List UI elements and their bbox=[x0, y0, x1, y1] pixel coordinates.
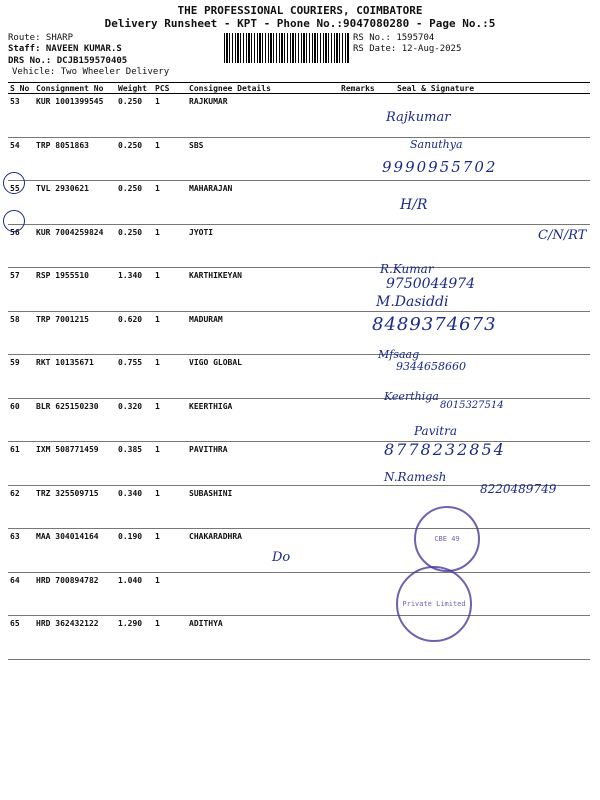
cell-weight: 0.250 bbox=[116, 94, 153, 138]
col-seal-signature: Seal & Signature bbox=[395, 83, 590, 94]
cell-consignment: RSP 1955510 bbox=[34, 268, 116, 312]
handwritten-signature: Sanuthya bbox=[410, 138, 463, 151]
handwritten-signature: Keerthiga bbox=[384, 390, 439, 403]
cell-consignment: TRP 8051863 bbox=[34, 137, 116, 181]
table-row bbox=[8, 529, 590, 573]
company-seal-stamp: Private Limited bbox=[396, 566, 472, 642]
cell-consignment: TRP 7001215 bbox=[34, 311, 116, 355]
cell-consignment: HRD 700894782 bbox=[34, 572, 116, 616]
col-pcs: PCS bbox=[153, 83, 187, 94]
table-row bbox=[8, 94, 590, 138]
cell-remarks bbox=[339, 572, 395, 616]
col-consignee: Consignee Details bbox=[187, 83, 339, 94]
cell-pcs: 1 bbox=[153, 311, 187, 355]
cell-pcs: 1 bbox=[153, 137, 187, 181]
table-row bbox=[8, 224, 590, 268]
cell-weight: 0.190 bbox=[116, 529, 153, 573]
table-row bbox=[8, 311, 590, 355]
cell-consignment: TRZ 325509715 bbox=[34, 485, 116, 529]
col-weight: Weight bbox=[116, 83, 153, 94]
cell-pcs: 1 bbox=[153, 224, 187, 268]
cell-pcs: 1 bbox=[153, 268, 187, 312]
cell-sno: 62 bbox=[8, 485, 34, 529]
handwritten-phone: 9990955702 bbox=[382, 158, 498, 176]
cell-consignee: MAHARAJAN bbox=[187, 181, 339, 225]
cell-remarks bbox=[339, 398, 395, 442]
cell-consignee: RAJKUMAR bbox=[187, 94, 339, 138]
cell-sno: 59 bbox=[8, 355, 34, 399]
cell-pcs: 1 bbox=[153, 485, 187, 529]
cell-consignee bbox=[187, 572, 339, 616]
cell-weight: 0.250 bbox=[116, 137, 153, 181]
handwritten-signature: Pavitra bbox=[414, 424, 458, 438]
cell-consignment: RKT 10135671 bbox=[34, 355, 116, 399]
handwritten-phone: 8015327514 bbox=[440, 400, 504, 411]
col-consignment: Consignment No bbox=[34, 83, 116, 94]
cell-remarks bbox=[339, 485, 395, 529]
cell-pcs: 1 bbox=[153, 94, 187, 138]
table-row bbox=[8, 572, 590, 616]
handwritten-signature: Mfsaag bbox=[378, 348, 420, 361]
cell-sno: 65 bbox=[8, 616, 34, 660]
cell-consignee: PAVITHRA bbox=[187, 442, 339, 486]
cell-sno: 55 bbox=[8, 181, 34, 225]
cell-weight: 0.620 bbox=[116, 311, 153, 355]
handwritten-signature: N.Ramesh bbox=[384, 470, 447, 484]
cell-consignee: JYOTI bbox=[187, 224, 339, 268]
barcode bbox=[224, 33, 350, 63]
cell-consignee: CHAKARADHRA bbox=[187, 529, 339, 573]
cell-consignee: MADURAM bbox=[187, 311, 339, 355]
cell-sno: 56 bbox=[8, 224, 34, 268]
handwritten-remark: C/N/RT bbox=[538, 228, 587, 243]
cell-weight: 1.040 bbox=[116, 572, 153, 616]
cell-weight: 1.340 bbox=[116, 268, 153, 312]
cell-consignment: HRD 362432122 bbox=[34, 616, 116, 660]
runsheet-subtitle: Delivery Runsheet - KPT - Phone No.:9047080280 - Page No.:5 bbox=[104, 17, 496, 30]
cell-sno: 54 bbox=[8, 137, 34, 181]
table-row bbox=[8, 268, 590, 312]
drs-label: DRS No.: DCJB159570405 bbox=[8, 56, 128, 66]
rs-date: RS Date: 12-Aug-2025 bbox=[353, 44, 462, 54]
cell-consignee: VIGO GLOBAL bbox=[187, 355, 339, 399]
cell-pcs: 1 bbox=[153, 355, 187, 399]
cell-consignment: KUR 7004259824 bbox=[34, 224, 116, 268]
cell-remarks bbox=[339, 529, 395, 573]
cell-sno: 61 bbox=[8, 442, 34, 486]
col-remarks: Remarks bbox=[339, 83, 395, 94]
cell-pcs: 1 bbox=[153, 616, 187, 660]
handwritten-phone: 8489374673 bbox=[372, 314, 497, 335]
table-row bbox=[8, 181, 590, 225]
cell-pcs: 1 bbox=[153, 442, 187, 486]
cell-pcs: 1 bbox=[153, 572, 187, 616]
cell-remarks bbox=[339, 224, 395, 268]
cell-consignment: TVL 2930621 bbox=[34, 181, 116, 225]
handwritten-circle bbox=[3, 210, 25, 232]
table-header-row bbox=[8, 83, 590, 94]
company-seal-stamp: CBE 49 bbox=[414, 506, 480, 572]
table-row bbox=[8, 137, 590, 181]
cell-consignee: SBS bbox=[187, 137, 339, 181]
cell-pcs: 1 bbox=[153, 529, 187, 573]
cell-consignee: ADITHYA bbox=[187, 616, 339, 660]
cell-sno: 64 bbox=[8, 572, 34, 616]
cell-sno: 63 bbox=[8, 529, 34, 573]
handwritten-circle bbox=[3, 172, 25, 194]
cell-consignment: KUR 1001399545 bbox=[34, 94, 116, 138]
cell-weight: 0.250 bbox=[116, 224, 153, 268]
cell-pcs: 1 bbox=[153, 181, 187, 225]
cell-remarks bbox=[339, 181, 395, 225]
handwritten-phone: 9344658660 bbox=[396, 360, 466, 373]
handwritten-signature: Rajkumar bbox=[386, 110, 451, 125]
staff-label: Staff: NAVEEN KUMAR.S bbox=[8, 44, 122, 54]
cell-weight: 0.340 bbox=[116, 485, 153, 529]
runsheet-table bbox=[8, 82, 590, 660]
cell-consignee: KEERTHIGA bbox=[187, 398, 339, 442]
cell-weight: 0.755 bbox=[116, 355, 153, 399]
cell-sno: 58 bbox=[8, 311, 34, 355]
cell-sno: 57 bbox=[8, 268, 34, 312]
handwritten-phone: 8220489749 bbox=[480, 482, 557, 496]
cell-weight: 0.250 bbox=[116, 181, 153, 225]
cell-remarks bbox=[339, 616, 395, 660]
cell-consignee: SUBASHINI bbox=[187, 485, 339, 529]
cell-consignment: BLR 625150230 bbox=[34, 398, 116, 442]
cell-weight: 0.320 bbox=[116, 398, 153, 442]
handwritten-remark: H/R bbox=[400, 197, 428, 213]
company-title: THE PROFESSIONAL COURIERS, COIMBATORE bbox=[177, 4, 423, 17]
cell-sno: 60 bbox=[8, 398, 34, 442]
cell-sno: 53 bbox=[8, 94, 34, 138]
handwritten-phone: 9750044974 bbox=[386, 276, 476, 292]
handwritten-phone: 8778232854 bbox=[384, 440, 506, 459]
cell-weight: 0.385 bbox=[116, 442, 153, 486]
vehicle-label: Vehicle: Two Wheeler Delivery bbox=[12, 67, 170, 77]
cell-consignee: KARTHIKEYAN bbox=[187, 268, 339, 312]
cell-consignment: IXM 508771459 bbox=[34, 442, 116, 486]
cell-pcs: 1 bbox=[153, 398, 187, 442]
handwritten-signature: M.Dasiddi bbox=[376, 294, 449, 310]
cell-consignment: MAA 304014164 bbox=[34, 529, 116, 573]
handwritten-ditto: Do bbox=[272, 550, 291, 565]
col-sno: S No bbox=[8, 83, 34, 94]
route-label: Route: SHARP bbox=[8, 33, 74, 43]
table-row bbox=[8, 355, 590, 399]
table-row bbox=[8, 616, 590, 660]
handwritten-signature: R.Kumar bbox=[380, 262, 434, 276]
cell-weight: 1.290 bbox=[116, 616, 153, 660]
rs-number: RS No.: 1595704 bbox=[353, 33, 435, 43]
